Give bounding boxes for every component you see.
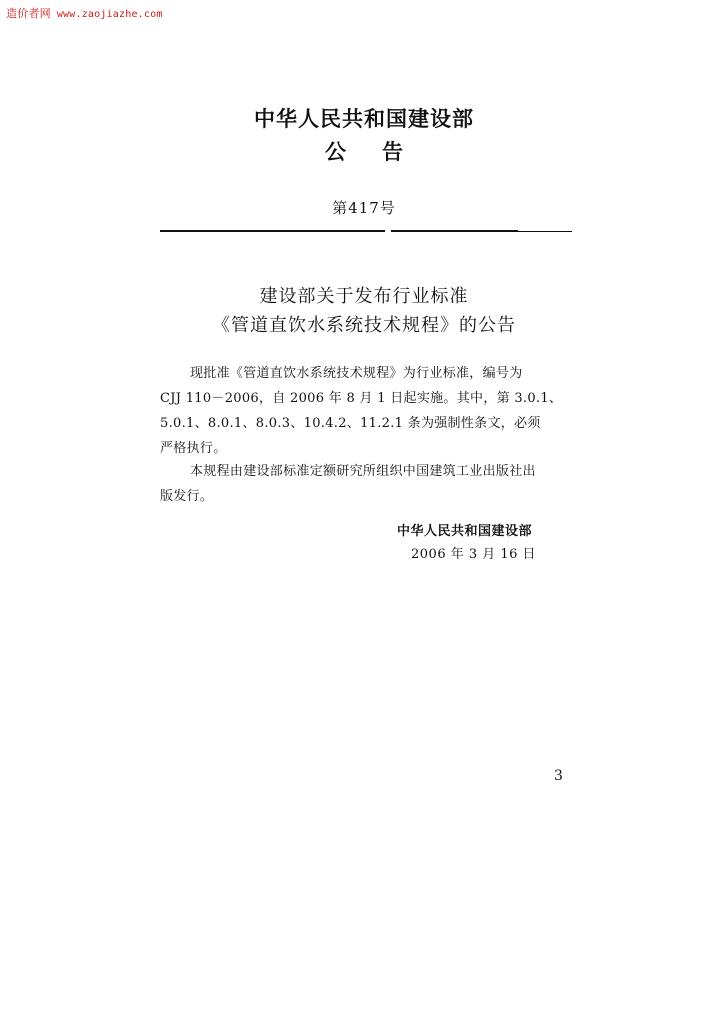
body-line: CJJ 110－2006，自 2006 年 8 月 1 日起实施。其中，第 3.0.1、 (160, 391, 563, 406)
header-divider (517, 231, 572, 233)
body-line: 5.0.1、8.0.1、8.0.3、10.4.2、11.2.1 条为强制性条文，必须 (160, 416, 541, 431)
body-line: 现批准《管道直饮水系统技术规程》为行业标准，编号为 (190, 366, 523, 381)
body-line: 版发行。 (160, 489, 214, 504)
announcement-title-line-2: 《管道直饮水系统技术规程》的公告 (212, 315, 516, 336)
watermark (6, 5, 163, 21)
signature-date: 2006 年 3 月 16 日 (411, 547, 537, 562)
body-line: 本规程由建设部标准定额研究所组织中国建筑工业出版社出 (190, 464, 536, 479)
watermark-site-name: 造价者网 (6, 7, 51, 20)
watermark-url[interactable]: www.zaojiazhe.com (56, 9, 163, 20)
header-divider (160, 230, 385, 232)
doc-number: 第417号 (332, 199, 396, 217)
signature-org: 中华人民共和国建设部 (397, 524, 533, 539)
body-line: 严格执行。 (160, 441, 227, 456)
announcement-title-line-1: 建设部关于发布行业标准 (259, 286, 469, 307)
page-number: 3 (554, 768, 563, 784)
doc-type-heading: 公告 (325, 140, 439, 164)
header-divider (391, 230, 518, 232)
ministry-heading: 中华人民共和国建设部 (254, 107, 474, 131)
